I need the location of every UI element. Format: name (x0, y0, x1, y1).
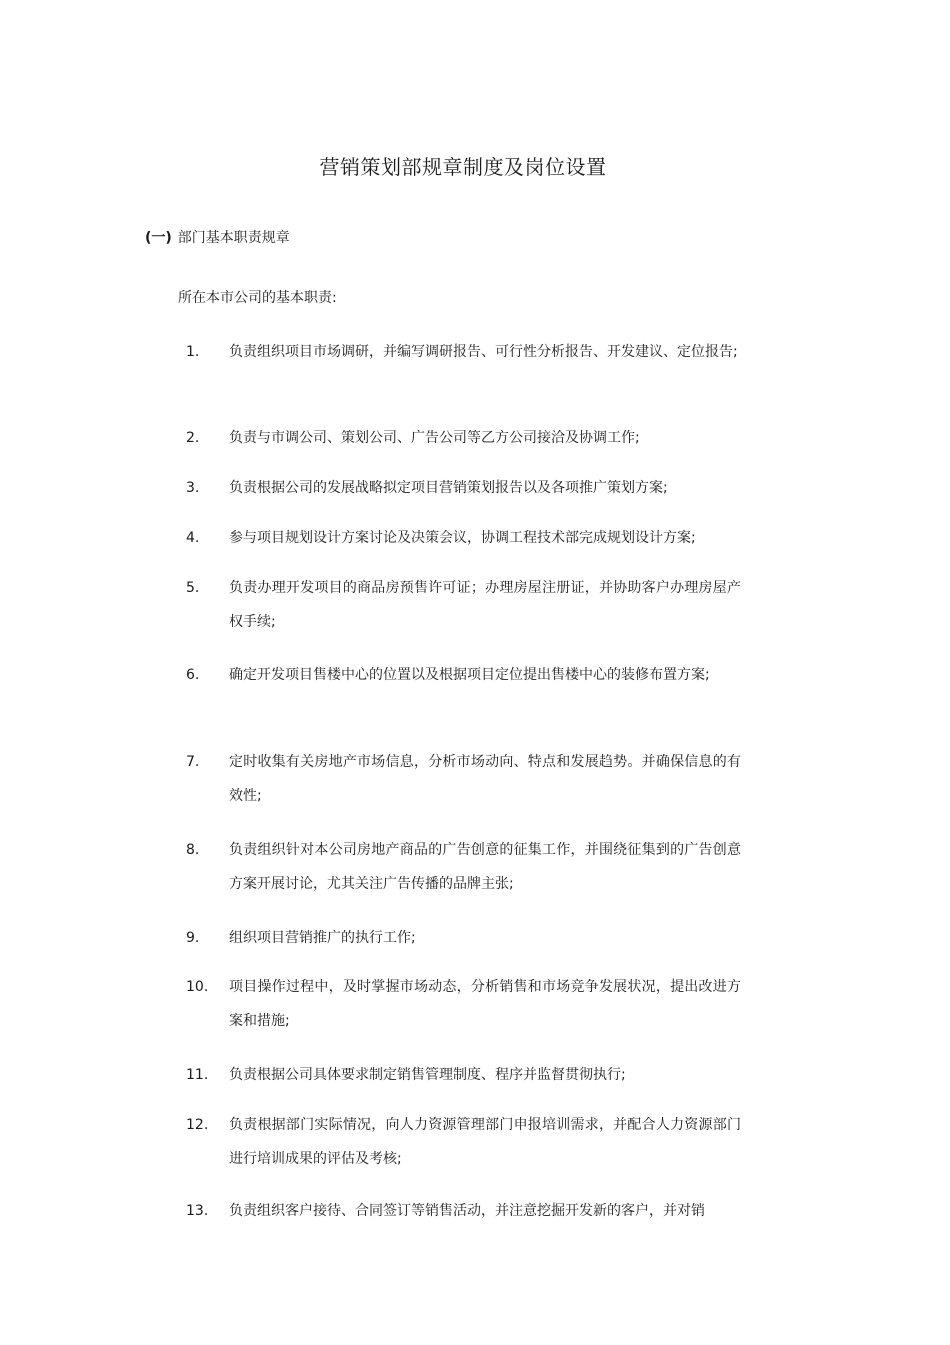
list-item-number: 8. (186, 842, 200, 858)
list-item-number: 1. (186, 344, 200, 360)
list-item-text: 定时收集有关房地产市场信息，分析市场动向、特点和发展趋势。并确保信息的有效性; (229, 754, 741, 804)
intro-text: 所在本市公司的基本职责: (178, 290, 337, 306)
list-item-text: 负责组织客户接待、合同签订等销售活动，并注意挖掘开发新的客户，并对销 (229, 1203, 705, 1219)
list-item-text: 负责根据公司的发展战略拟定项目营销策划报告以及各项推广策划方案; (229, 480, 668, 496)
list-item-number: 7. (186, 754, 200, 770)
document-title: 营销策划部规章制度及岗位设置 (319, 155, 607, 179)
list-item-text: 确定开发项目售楼中心的位置以及根据项目定位提出售楼中心的装修布置方案; (229, 667, 710, 683)
section-heading (145, 228, 290, 248)
list-item-text: 负责办理开发项目的商品房预售许可证；办理房屋注册证，并协助客户办理房屋产权手续; (229, 580, 741, 630)
list-item-text: 组织项目营销推广的执行工作; (229, 930, 416, 946)
list-item-number: 3. (186, 480, 200, 496)
section-number: (一) (145, 230, 172, 246)
list-item-text: 负责组织项目市场调研，并编写调研报告、可行性分析报告、开发建议、定位报告; (229, 344, 738, 360)
list-item-number: 5. (186, 580, 200, 596)
list-item-number: 13. (186, 1203, 209, 1219)
list-item-text: 负责根据部门实际情况，向人力资源管理部门申报培训需求，并配合人力资源部门进行培训成果的评估及考核; (229, 1117, 741, 1167)
list-item-text: 负责根据公司具体要求制定销售管理制度、程序并监督贯彻执行; (229, 1067, 626, 1083)
list-item-text: 负责与市调公司、策划公司、广告公司等乙方公司接洽及协调工作; (229, 430, 640, 446)
list-item-number: 9. (186, 930, 200, 946)
list-item-number: 4. (186, 530, 200, 546)
list-item-text: 负责组织针对本公司房地产商品的广告创意的征集工作，并围绕征集到的广告创意方案开展讨论，尤其关注广告传播的品牌主张; (229, 842, 741, 892)
list-item-number: 2. (186, 430, 200, 446)
list-item-number: 10. (186, 979, 209, 995)
list-item-text: 项目操作过程中，及时掌握市场动态，分析销售和市场竞争发展状况，提出改进方案和措施; (229, 979, 741, 1029)
list-item-number: 6. (186, 667, 200, 683)
list-item-number: 12. (186, 1117, 209, 1133)
list-item-text: 参与项目规划设计方案讨论及决策会议，协调工程技术部完成规划设计方案; (229, 530, 696, 546)
list-item-number: 11. (186, 1067, 209, 1083)
section-heading-text: 部门基本职责规章 (177, 230, 290, 246)
